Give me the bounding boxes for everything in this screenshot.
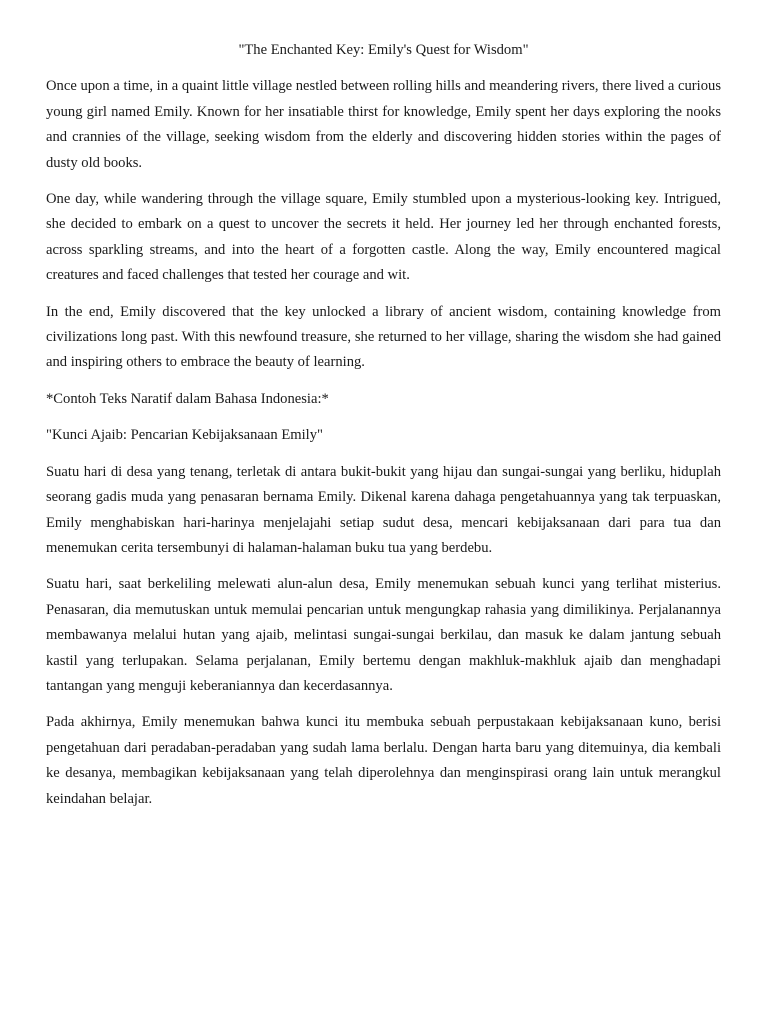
indonesian-paragraph-3: Pada akhirnya, Emily menemukan bahwa kunci itu membuka sebuah perpustakaan kebijaksanaan kuno, berisi pengetahuan dari peradaban-peradaban yang sudah lama berlalu. Dengan harta baru yang ditemuinya, dia kembali ke desanya, membagikan kebijaksanaan yang telah diperolehnya dan menginspirasi orang lain untuk merangkul keindahan belajar. [46, 714, 721, 807]
english-paragraph-3: In the end, Emily discovered that the key unlocked a library of ancient wisdom, containing knowledge from civilizations long past. With this newfound treasure, she returned to her village, sharing the wisdom she had gained and inspiring others to embrace the beauty of learning. [46, 303, 721, 371]
indonesian-section-heading: *Contoh Teks Naratif dalam Bahasa Indonesia:* [46, 390, 329, 407]
document-page [46, 38, 721, 823]
english-paragraph-1: Once upon a time, in a quaint little village nestled between rolling hills and meandering rivers, there lived a curious young girl named Emily. Known for her insatiable thirst for knowledge, Emily spent her days exploring the nooks and crannies of the village, seeking wisdom from the elderly and discovering hidden stories within the pages of dusty old books. [46, 78, 721, 171]
indonesian-story-title: "Kunci Ajaib: Pencarian Kebijaksanaan Emily" [46, 427, 323, 444]
indonesian-paragraph-2: Suatu hari, saat berkeliling melewati alun-alun desa, Emily menemukan sebuah kunci yang terlihat misterius. Penasaran, dia memutuskan untuk memulai pencarian untuk mengungkap rahasia yang dimilikinya. Perjalanannya membawanya melalui hutan yang ajaib, melintasi sungai-sungai berkilau, dan masuk ke dalam jantung sebuah kastil yang terlupakan. Selama perjalanan, Emily bertemu dengan makhluk-makhluk ajaib dan menghadapi tantangan yang menguji keberaniannya dan kecerdasannya. [46, 576, 721, 694]
indonesian-paragraph-1: Suatu hari di desa yang tenang, terletak di antara bukit-bukit yang hijau dan sungai-sungai yang berliku, hiduplah seorang gadis muda yang penasaran bernama Emily. Dikenal karena dahaga pengetahuannya yang tak terpuaskan, Emily menghabiskan hari-harinya menjelajahi setiap sudut desa, mencari kebijaksanaan dari para tua dan menemukan cerita tersembunyi di halaman-halaman buku tua yang berdebu. [46, 463, 721, 556]
story-title: "The Enchanted Key: Emily's Quest for Wisdom" [238, 42, 529, 58]
english-paragraph-2: One day, while wandering through the village square, Emily stumbled upon a mysterious-looking key. Intrigued, she decided to embark on a quest to uncover the secrets it held. Her journey led her through enchanted forests, across sparkling streams, and into the heart of a forgotten castle. Along the way, Emily encountered magical creatures and faced challenges that tested her courage and wit. [46, 191, 721, 284]
